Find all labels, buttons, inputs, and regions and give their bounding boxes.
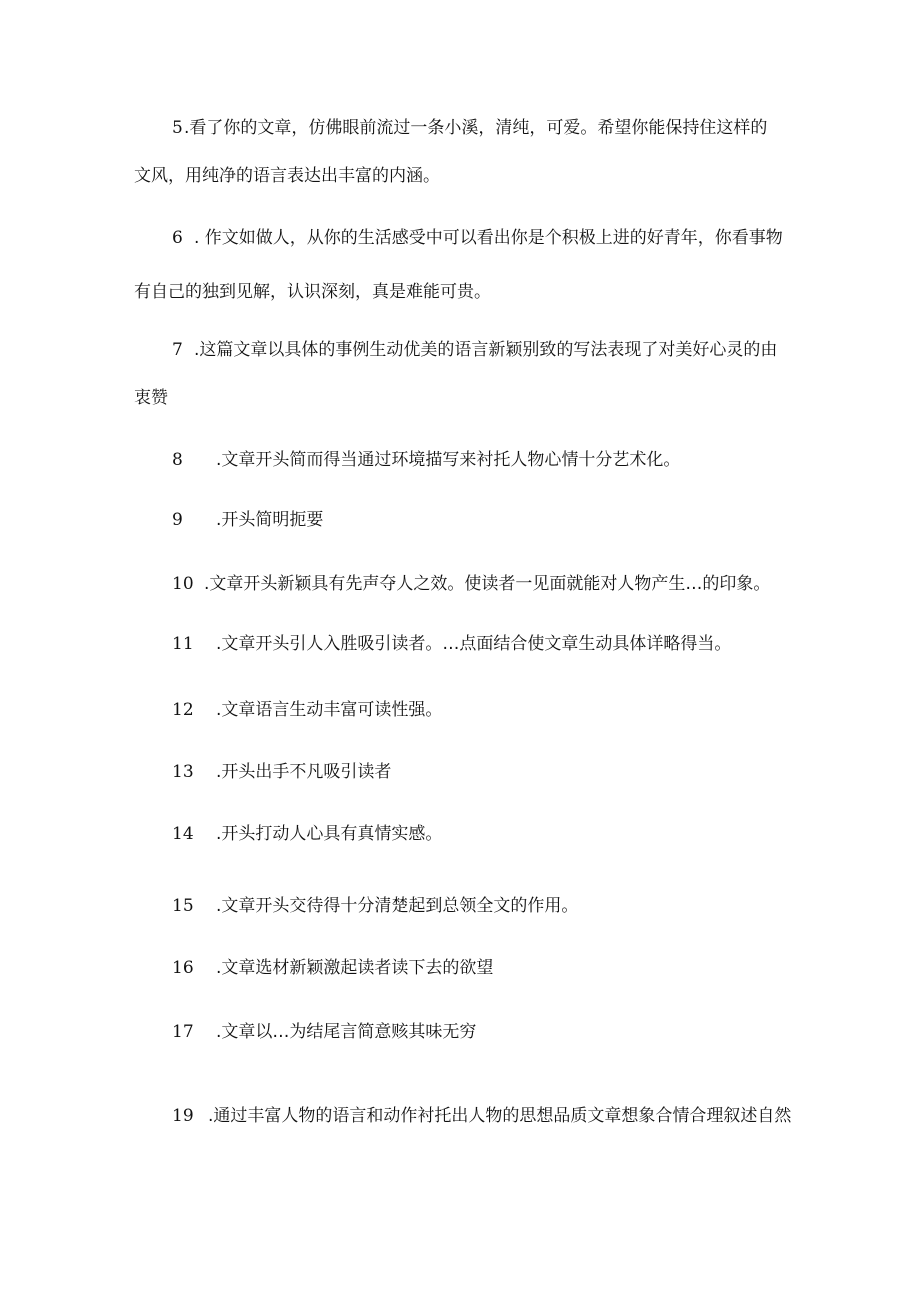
item-number: 5 <box>172 118 183 138</box>
item-number: 11 <box>172 634 194 654</box>
comment-item-7 <box>172 340 792 360</box>
item-text: .文章开头简而得当通过环境描写来衬托人物心情十分艺术化。 <box>216 450 681 470</box>
comment-item-13 <box>172 762 412 782</box>
item-number: 10 <box>172 574 194 594</box>
comment-item-14 <box>172 824 472 844</box>
item-number: 9 <box>172 510 183 530</box>
item-number: 7 <box>172 340 183 360</box>
item-text: .开头简明扼要 <box>216 510 324 530</box>
item-text: .文章选材新颖激起读者读下去的欲望 <box>216 958 494 978</box>
item-number: 12 <box>172 700 194 720</box>
item-number: 6 <box>172 228 183 248</box>
item-continuation-7: 衷赞 <box>134 388 168 408</box>
item-number: 19 <box>172 1106 194 1126</box>
item-number: 8 <box>172 450 183 470</box>
item-number: 13 <box>172 762 194 782</box>
item-text: .通过丰富人物的语言和动作衬托出人物的思想品质文章想象合情合理叙述自然 <box>208 1106 792 1126</box>
item-text: .文章以…为结尾言简意赅其味无穷 <box>216 1022 477 1042</box>
comment-item-5 <box>172 118 792 138</box>
comment-item-19 <box>172 1106 792 1126</box>
comment-item-11 <box>172 634 732 654</box>
comment-item-17 <box>172 1022 492 1042</box>
item-text: .看了你的文章，仿佛眼前流过一条小溪，清纯，可爱。希望你能保持住这样的 <box>184 118 768 138</box>
item-continuation-5: 文风，用纯净的语言表达出丰富的内涵。 <box>134 166 440 186</box>
item-text: .文章开头交待得十分清楚起到总领全文的作用。 <box>216 896 579 916</box>
item-number: 14 <box>172 824 194 844</box>
item-number: 16 <box>172 958 194 978</box>
item-text: .这篇文章以具体的事例生动优美的语言新颖别致的写法表现了对美好心灵的由 <box>194 340 778 360</box>
comment-item-16 <box>172 958 512 978</box>
item-text: .文章开头引人入胜吸引读者。…点面结合使文章生动具体详略得当。 <box>216 634 732 654</box>
item-text: .开头出手不凡吸引读者 <box>216 762 392 782</box>
item-text: .开头打动人心具有真情实感。 <box>216 824 443 844</box>
item-text: .文章语言生动丰富可读性强。 <box>216 700 443 720</box>
comment-item-9 <box>172 510 372 530</box>
item-text: . 作文如做人，从你的生活感受中可以看出你是个积极上进的好青年，你看事物 <box>194 228 783 248</box>
item-text: .文章开头新颖具有先声夺人之效。使读者一见面就能对人物产生…的印象。 <box>204 574 771 594</box>
comment-item-6 <box>172 228 792 248</box>
comment-item-8 <box>172 450 732 470</box>
comment-item-10 <box>172 574 772 594</box>
item-number: 17 <box>172 1022 194 1042</box>
comment-item-12 <box>172 700 472 720</box>
item-number: 15 <box>172 896 194 916</box>
item-continuation-6: 有自己的独到见解，认识深刻，真是难能可贵。 <box>134 282 491 302</box>
comment-item-15 <box>172 896 592 916</box>
